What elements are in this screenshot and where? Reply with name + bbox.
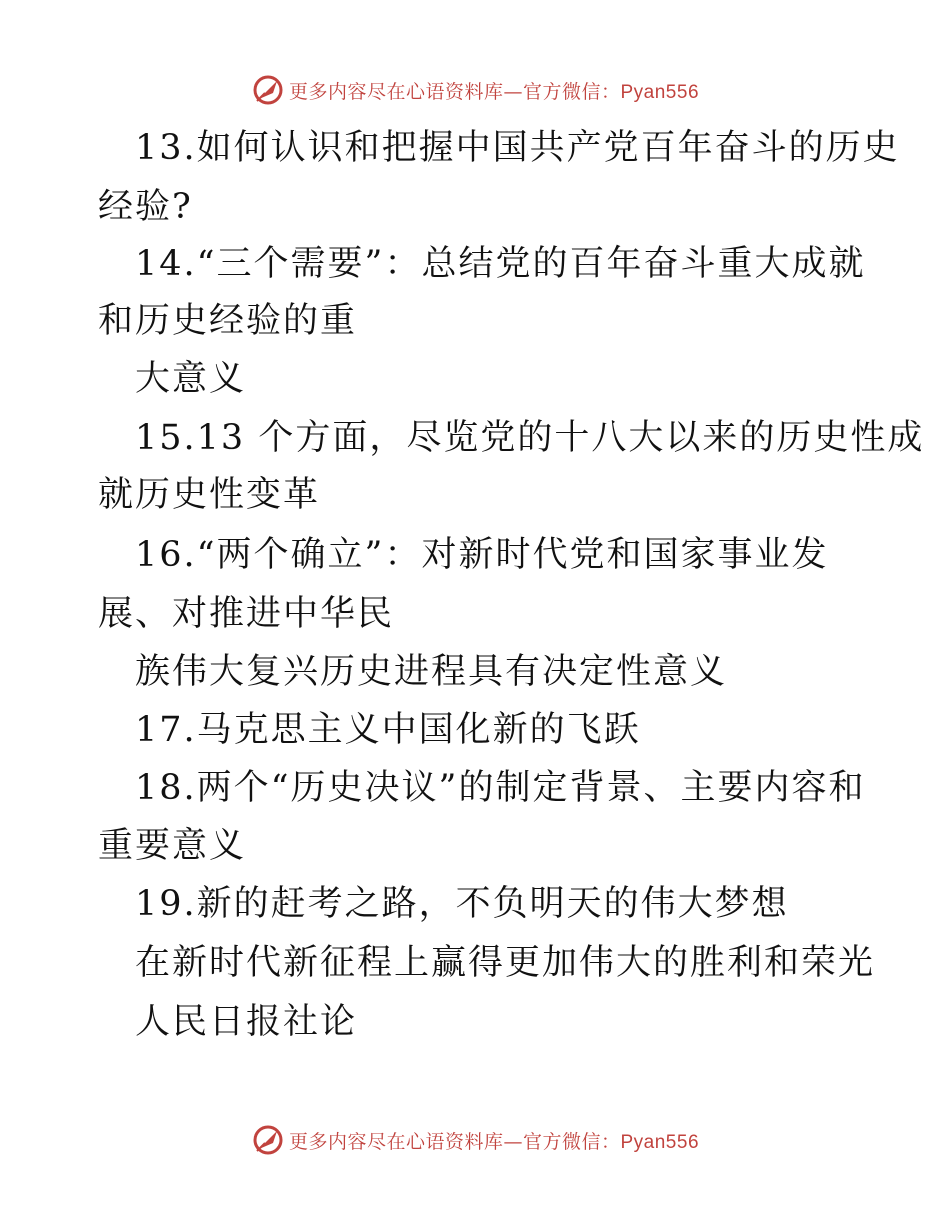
item-19-line-3: 人民日报社论 xyxy=(135,1002,358,1042)
item-17-line-1: 17.马克思主义中国化新的飞跃 xyxy=(135,710,641,750)
item-19-line-1: 19.新的赶考之路，不负明天的伟大梦想 xyxy=(135,884,789,924)
quill-logo-icon xyxy=(251,73,285,107)
footer-banner xyxy=(0,1120,950,1160)
quill-logo-icon xyxy=(251,1123,285,1157)
item-14-line-3: 大意义 xyxy=(135,359,247,399)
header-source-label: 更多内容尽在心语资料库—官方微信： xyxy=(288,80,621,103)
footer-wechat-id: Pyan556 xyxy=(620,1131,700,1153)
item-18-line-2: 重要意义 xyxy=(98,826,247,866)
footer-banner-text xyxy=(289,1127,699,1154)
header-banner-text xyxy=(289,77,699,104)
item-15-line-2: 就历史性变革 xyxy=(98,475,321,515)
item-13-line-1: 13.如何认识和把握中国共产党百年奋斗的历史 xyxy=(135,128,900,168)
item-16-line-3: 族伟大复兴历史进程具有决定性意义 xyxy=(135,652,728,692)
header-banner xyxy=(0,70,950,110)
item-14-line-1: 14.“三个需要”：总结党的百年奋斗重大成就 xyxy=(135,244,866,284)
item-15-line-1: 15.13 个方面，尽览党的十八大以来的历史性成 xyxy=(135,418,925,458)
item-14-line-2: 和历史经验的重 xyxy=(98,301,358,341)
header-wechat-id: Pyan556 xyxy=(620,81,700,103)
item-16-line-1: 16.“两个确立”：对新时代党和国家事业发 xyxy=(135,535,829,575)
item-16-line-2: 展、对推进中华民 xyxy=(98,594,395,634)
item-13-line-2: 经验? xyxy=(98,187,193,227)
item-18-line-1: 18.两个“历史决议”的制定背景、主要内容和 xyxy=(135,768,866,808)
footer-source-label: 更多内容尽在心语资料库—官方微信： xyxy=(288,1130,621,1153)
item-19-line-2: 在新时代新征程上赢得更加伟大的胜利和荣光 xyxy=(135,943,876,983)
